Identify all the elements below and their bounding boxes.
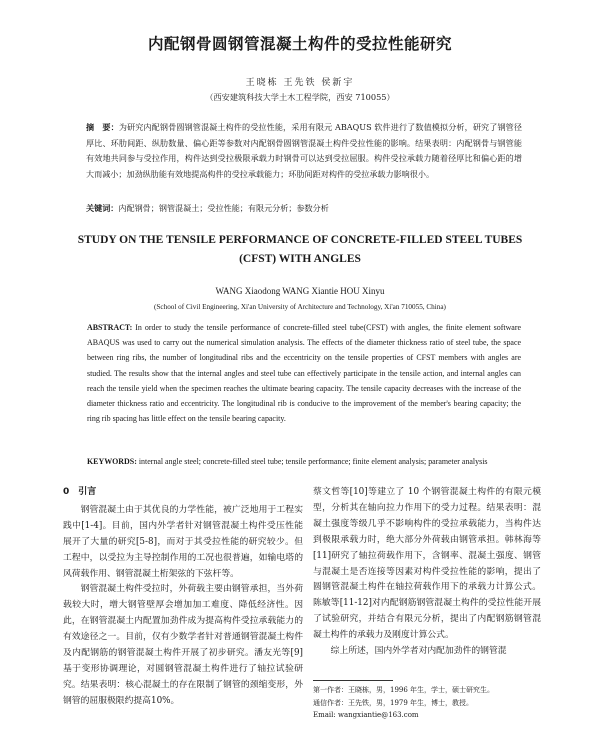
abstract-english bbox=[87, 320, 521, 426]
abstract-chinese-label: 摘 要： bbox=[86, 122, 119, 132]
abstract-chinese bbox=[86, 120, 522, 182]
keywords-english-text: internal angle steel; concrete-filled steel tube; tensile performance; finite element analysis; parameter analysis bbox=[138, 457, 488, 466]
body-left-column bbox=[63, 485, 303, 710]
authors-english: WANG Xiaodong WANG Xiantie HOU Xinyu bbox=[215, 286, 385, 296]
authors-chinese: 王晓栋 王先铁 侯新宇 bbox=[245, 78, 355, 88]
title-chinese: 内配钢骨圆钢管混凝土构件的受拉性能研究 bbox=[147, 35, 452, 53]
footnote-divider bbox=[313, 680, 393, 681]
footnotes bbox=[313, 684, 541, 722]
footnote-first-author: 第一作者：王晓栋，男，1996 年生，学士，硕士研究生。 bbox=[313, 686, 495, 694]
keywords-chinese bbox=[86, 203, 522, 214]
body-paragraph: 钢管混凝土构件受拉时，外荷载主要由钢管承担，当外荷载较大时，增大钢管壁厚会增加加工难度、降低经济性。因此，在钢管混凝土内配置加劲件成为提高构件受拉承载能力的有效途径之一。目前，仅有少数学者针对普通钢管混凝土构件及内配钢筋的钢管混凝土构件开展了初步研究。潘友光等[9]基于变形协调理论，对圆钢管混凝土构件进行了轴拉试验研究。结果表明：核心混凝土的存在限制了钢管的颈缩变形，外钢管的屈服极限约提高10%。 bbox=[63, 584, 303, 706]
body-right-column bbox=[313, 485, 541, 660]
footnote-corresponding-author: 通信作者：王先铁，男，1979 年生，博士，教授。 bbox=[313, 698, 474, 707]
body-paragraph: 钢管混凝土由于其优良的力学性能，被广泛地用于工程实践中[1-4]。目前，国内外学者针对钢管混凝土构件受压性能展开了大量的研究[5-8]，而对于其受拉性能的研究较少。但工程中，以受拉为主导控制作用的工况也很普遍，如输电塔的风荷载作用、钢管混凝土桁架弦的下弦杆等。 bbox=[63, 504, 303, 579]
body-paragraph: 蔡文哲等[10]等建立了 10 个钢管混凝土构件的有限元模型，分析其在轴向拉力作用下的受力过程。结果表明：混凝土强度等级几乎不影响构件的受拉承载能力，当构件达到极限承载力时，绝大部分外荷载由钢管承担。韩林海等[11]研究了轴拉荷载作用下，含钢率、混凝土强度、钢管与混凝土是否连接等因素对构件受拉性能的影响，提出了圆钢管混凝土构件在轴拉荷载作用下的承载力计算公式。陈敏等[11-12]对内配钢筋钢管混凝土构件的受拉性能开展了试验研究，并结合有限元分析，提出了内配钢筋钢管混凝土构件的承载力及刚度计算公式。 bbox=[313, 487, 541, 641]
section-heading-introduction: 0 引言 bbox=[63, 487, 97, 497]
keywords-chinese-text: 内配钢骨；钢管混凝土；受拉性能；有限元分析；参数分析 bbox=[118, 203, 329, 213]
affiliation-english: (School of Civil Engineering, Xi'an University of Architecture and Technology, Xi'an 710055, China) bbox=[154, 303, 446, 311]
affiliation-chinese: （西安建筑科技大学土木工程学院，西安 710055） bbox=[205, 92, 395, 102]
title-english: STUDY ON THE TENSILE PERFORMANCE OF CONCRETE-FILLED STEEL TUBES (CFST) WITH ANGLES bbox=[77, 234, 523, 265]
abstract-english-text: In order to study the tensile performance of concrete-filled steel tube(CFST) with angles, the finite element software ABAQUS was used to carry out the numerical simulation analysis. The effects of the diameter thickness ratio of steel tube, the space between ring ribs, the number of longitudinal ribs and the eccentricity on the tensile properties of CFST members with angles are studied. The results show that the internal angles and steel tube can effectively participate in the tensile action, and internal angles can reach the tensile yield when the specimen reaches the ultimate bearing capacity. The tensile capacity decreases with the increase of the diameter thickness ratio and eccentricity. The longitudinal rib is conducive to the improvement of the member's bearing capacity; the ring rib spacing has little effect on the tensile bearing capacity. bbox=[87, 323, 521, 424]
keywords-chinese-label: 关键词： bbox=[86, 203, 119, 213]
abstract-chinese-text: 为研究内配钢骨圆钢管混凝土构件的受拉性能，采用有限元 ABAQUS 软件进行了数值模拟分析，研究了钢管径厚比、环肋间距、纵肋数量、偏心距等参数对内配钢骨圆钢管混凝土构件受拉性能的影响。结果表明：内配钢骨与钢管能有效地共同参与受拉作用，构件达到受拉极限承载力时钢骨可以达到受拉屈服。构件受拉承载力随着径厚比和偏心距的增大而减小；加劲纵肋能有效地提高构件的受拉承载能力；环肋间距对构件的受拉承载力影响很小。 bbox=[86, 122, 522, 179]
keywords-english bbox=[87, 454, 521, 469]
abstract-english-label: ABSTRACT: bbox=[87, 323, 133, 332]
keywords-english-label: KEYWORDS: bbox=[87, 457, 137, 466]
footnote-email: Email: wangxiantie@163.com bbox=[313, 711, 419, 719]
body-paragraph: 综上所述，国内外学者对内配加劲件的钢管混 bbox=[330, 646, 507, 657]
